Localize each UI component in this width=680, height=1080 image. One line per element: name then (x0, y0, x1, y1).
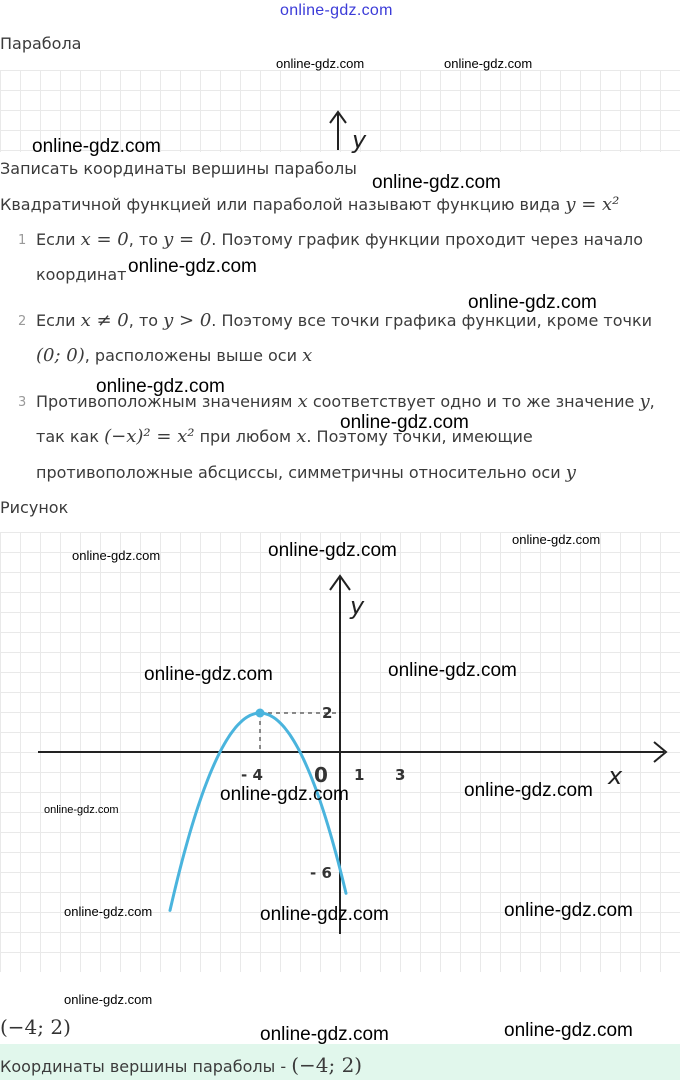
math: (0; 0) (36, 345, 85, 366)
definition-formula: y = x² (565, 194, 620, 215)
watermark: online-gdz.com (276, 56, 365, 71)
tick-x-1: 1 (354, 766, 365, 784)
site-header-link[interactable]: online-gdz.com (280, 2, 393, 19)
definition-text (0, 194, 619, 215)
section-title-figure: Рисунок (0, 498, 69, 517)
step-number: 3 (18, 395, 27, 410)
text: , то (128, 230, 159, 249)
tick-x-minus-4: - 4 (241, 766, 263, 784)
text: , расположены выше оси (84, 346, 297, 365)
task-title: Записать координаты вершины параболы (0, 159, 357, 178)
text: . Поэтому график функции проходит через начало (211, 230, 644, 249)
text: Противоположным значениям (36, 392, 293, 411)
step-number: 2 (18, 314, 27, 329)
answer-bar (0, 1044, 680, 1080)
x-axis-label: x (608, 762, 623, 790)
result-coordinates: (−4; 2) (0, 1015, 71, 1039)
tick-y-2: 2 (322, 704, 333, 722)
answer-text (0, 1053, 362, 1077)
text: при любом (199, 427, 292, 446)
text: , то (128, 311, 159, 330)
math: y (639, 391, 650, 412)
tick-x-0: 0 (314, 763, 328, 787)
text: так как (36, 427, 100, 446)
watermark: online-gdz.com (504, 1020, 633, 1041)
math: y = 0 (163, 229, 212, 250)
step-3-line-3 (36, 462, 576, 483)
watermark: online-gdz.com (504, 900, 633, 921)
watermark: online-gdz.com (32, 136, 161, 157)
watermark: online-gdz.com (340, 412, 469, 433)
math: x = 0 (80, 229, 129, 250)
math: (−x)² = x² (104, 426, 195, 447)
tick-y-minus-6: - 6 (310, 864, 332, 882)
math: x (296, 426, 307, 447)
watermark: online-gdz.com (144, 664, 273, 685)
math: y > 0 (163, 310, 212, 331)
watermark: online-gdz.com (260, 1024, 389, 1045)
section-title-parabola: Парабола (0, 34, 82, 53)
watermark: online-gdz.com (268, 540, 397, 561)
definition-label: Квадратичной функцией или параболой называют функцию вида (0, 195, 561, 214)
top-graph-y-label: y (352, 126, 367, 154)
text: . Поэтому все точки графика функции, кроме точки (211, 311, 653, 330)
watermark: online-gdz.com (464, 780, 593, 801)
answer-coordinates: (−4; 2) (291, 1053, 363, 1077)
watermark: online-gdz.com (72, 548, 161, 563)
watermark: online-gdz.com (512, 532, 601, 547)
watermark: online-gdz.com (44, 804, 119, 816)
text: . Поэтому точки, имеющие (306, 427, 533, 446)
text: , (649, 392, 655, 411)
answer-label: Координаты вершины параболы - (0, 1057, 287, 1076)
text: Если (36, 311, 76, 330)
y-axis-label: y (350, 592, 365, 620)
step-1-line-2: координат (36, 265, 127, 284)
tick-x-3: 3 (395, 766, 406, 784)
watermark: online-gdz.com (96, 376, 225, 397)
math: x ≠ 0 (80, 310, 129, 331)
text: соответствует одно и то же значение (312, 392, 635, 411)
watermark: online-gdz.com (444, 56, 533, 71)
watermark: online-gdz.com (220, 784, 349, 805)
step-number: 1 (18, 233, 27, 248)
text: противоположные абсциссы, симметричны относительно оси (36, 463, 561, 482)
watermark: online-gdz.com (372, 172, 501, 193)
watermark: online-gdz.com (128, 256, 257, 277)
math: x (297, 391, 308, 412)
watermark: online-gdz.com (64, 904, 153, 919)
watermark: online-gdz.com (64, 992, 153, 1007)
text: Если (36, 230, 76, 249)
watermark: online-gdz.com (468, 292, 597, 313)
step-2-line-2 (36, 345, 312, 366)
vertex-point (256, 709, 265, 718)
step-1-line-1 (36, 229, 643, 250)
math: y (565, 462, 576, 483)
watermark: online-gdz.com (388, 660, 517, 681)
watermark: online-gdz.com (260, 904, 389, 925)
math: x (302, 345, 313, 366)
